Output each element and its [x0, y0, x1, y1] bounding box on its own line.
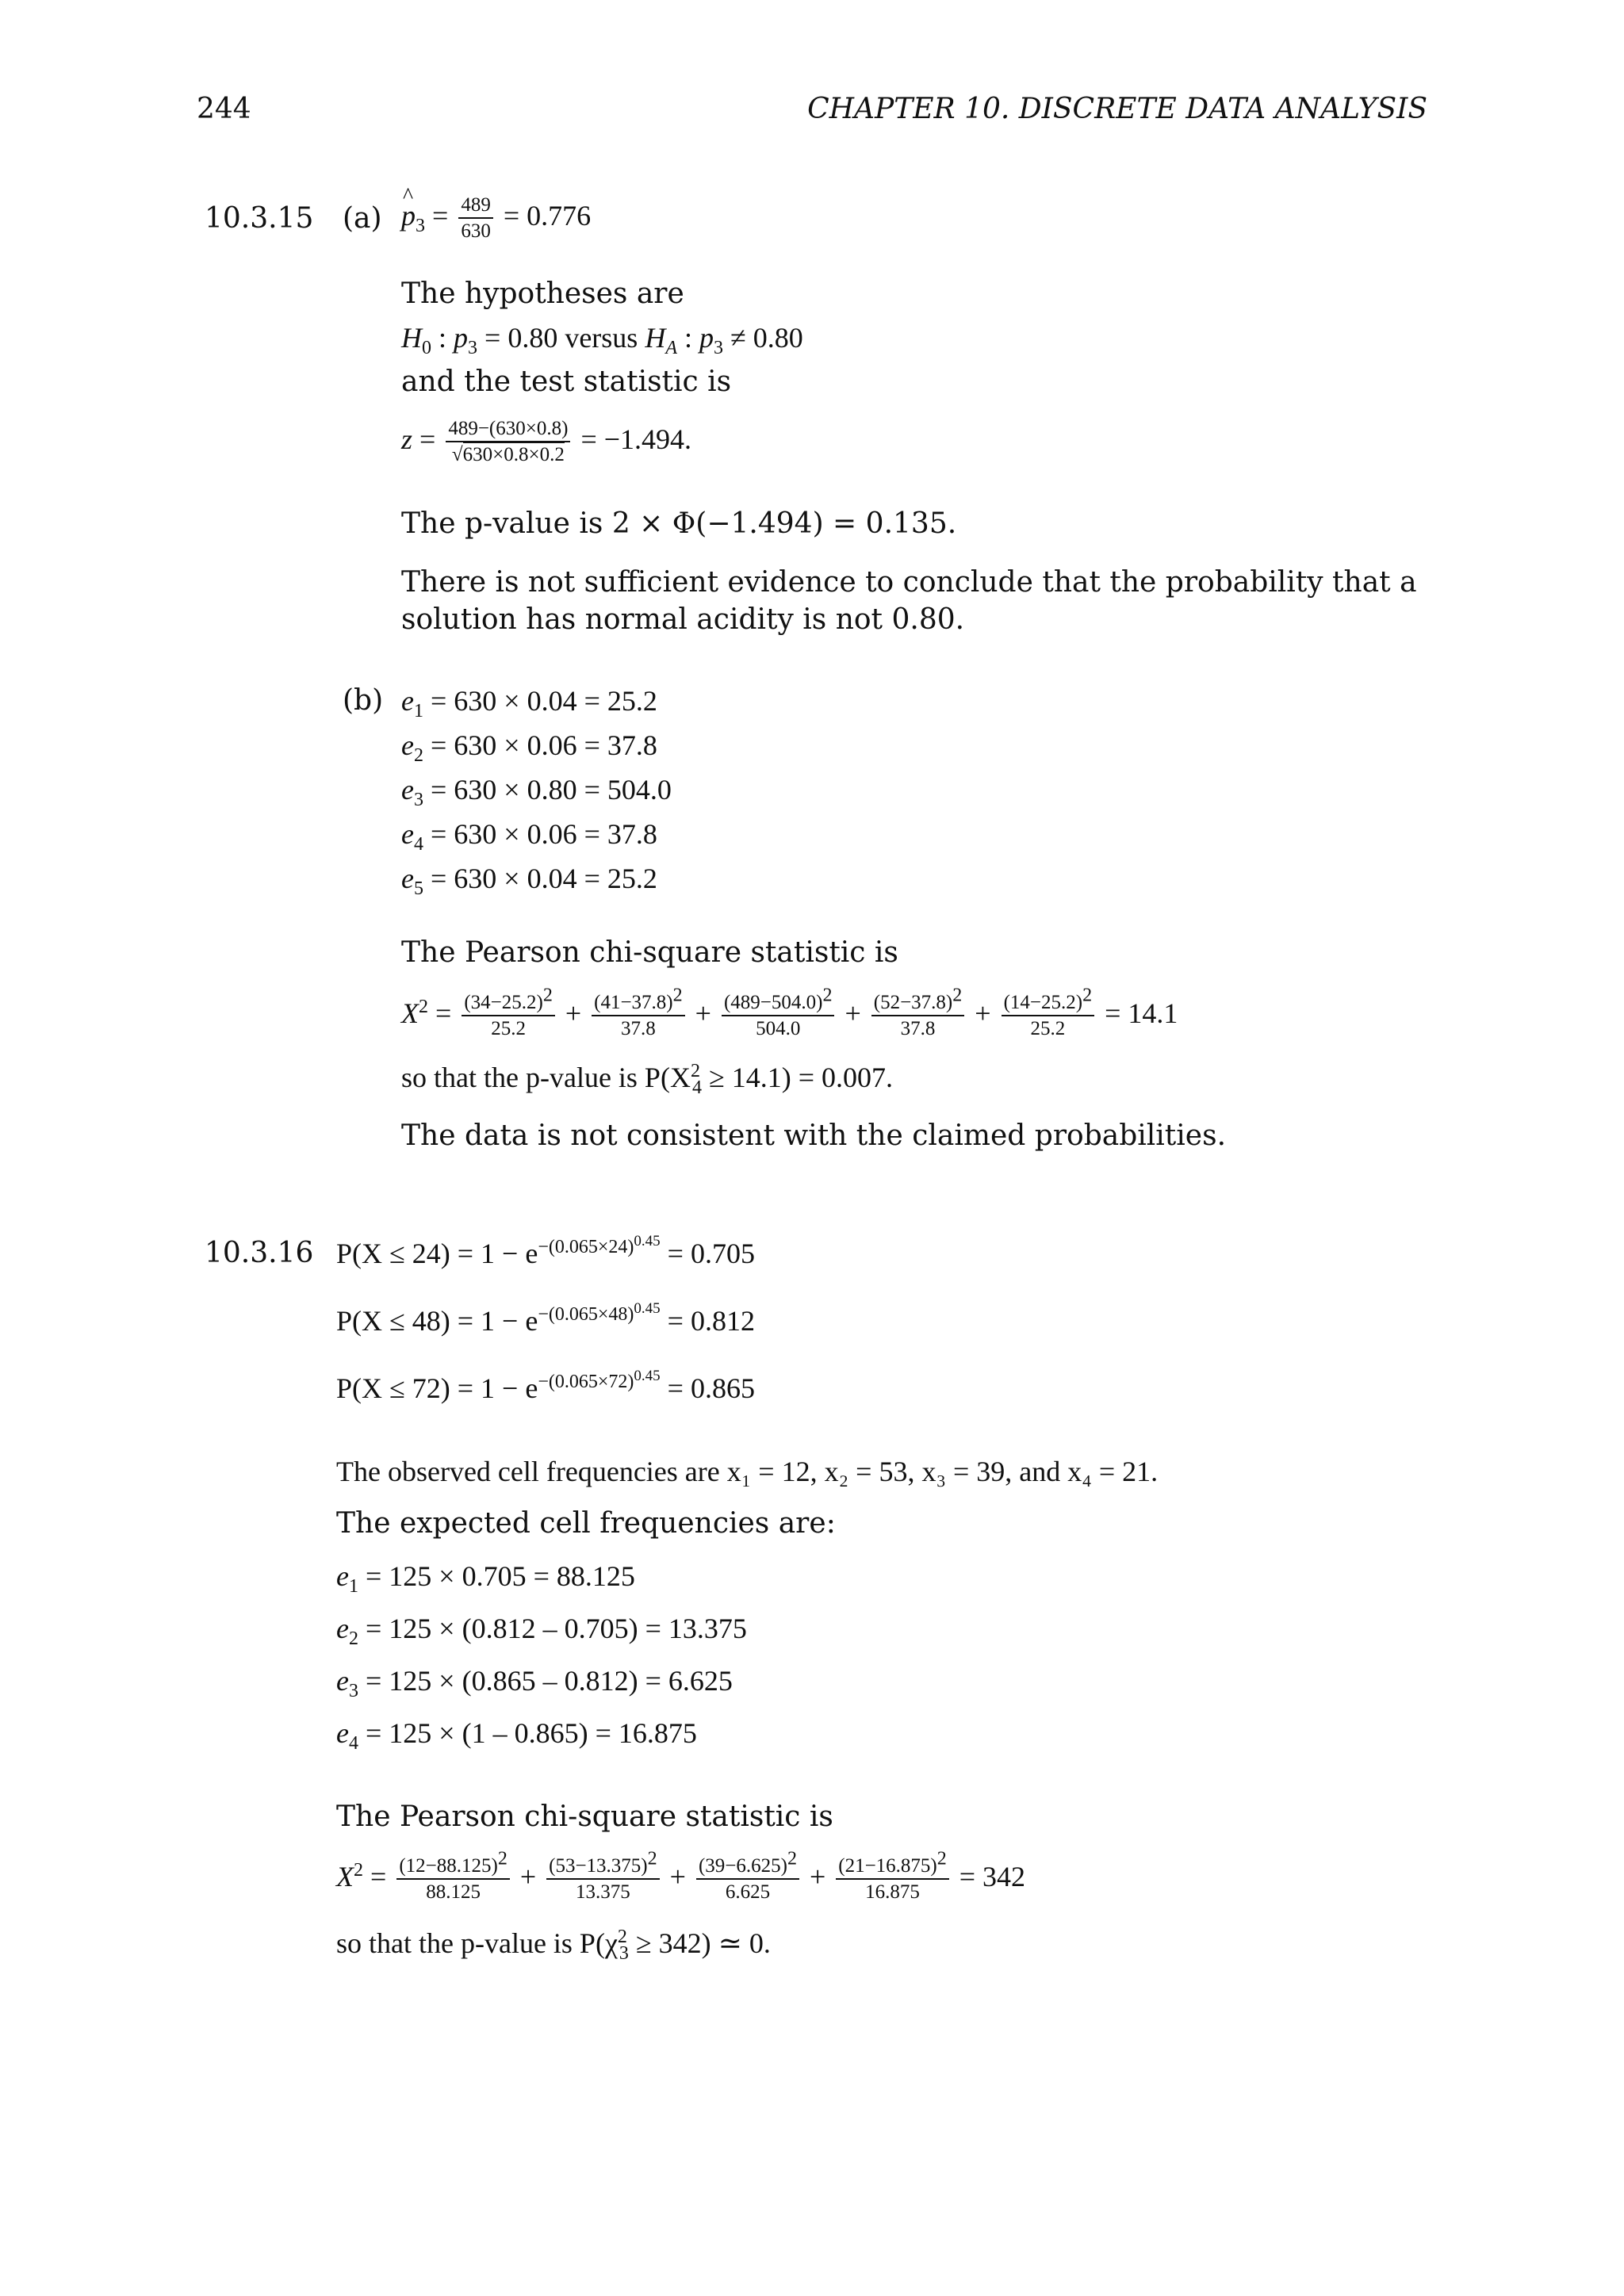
- cdf-line-24: $P(X \le 24) = 1 - e^{-(0.065\times 24)^{0.45}} = 0.705$: [336, 1233, 755, 1269]
- expected16-e2: $e_2 = 125 \times (0.812 - 0.705) = 13.375$: [336, 1613, 747, 1650]
- hypotheses-line: $H_0$ : $p_3 = 0.80$ versus $H_A$ : $p_3 \ne 0.80$: [401, 322, 803, 359]
- chi-square-b: $X^2$ = $\frac{(34-25.2)^2}{25.2}$ + $\frac{(41-37.8)^2}{37.8}$ + $\frac{(489-504.0)^2}{504.0}$ + $\frac{(52-37.8)^2}{37.8}$ + $\frac{(14-25.2)^2}{25.2}$ = 14.1: [401, 985, 1178, 1040]
- p-value-a: The p-value is 2 × Φ(−1.494) = 0.135.: [401, 507, 957, 540]
- chi-square-16: $X^2$ = $\frac{(12-88.125)^2}{88.125}$ + $\frac{(53-13.375)^2}{13.375}$ + $\frac{(39-6.625)^2}{6.625}$ + $\frac{(21-16.875)^2}{16.875}$ = 342: [336, 1848, 1026, 1904]
- z-result: = −1.494.: [580, 423, 692, 456]
- expected16-e1: $e_1 = 125 \times 0.705 = 88.125$: [336, 1560, 635, 1598]
- phat-equation: ^ $p_3$ = $\frac{489}{630}$ = 0.776: [401, 195, 591, 243]
- z-denominator: 630×0.8×0.2: [463, 442, 565, 465]
- expected-e1: $e_1 = 630 \times 0.04 = 25.2$: [401, 685, 657, 722]
- conclusion-b: The data is not consistent with the claimed probabilities.: [401, 1119, 1227, 1152]
- test-statistic-intro: and the test statistic is: [401, 365, 732, 398]
- observed-frequencies: The observed cell frequencies are x₁ = 12, x₂ = 53, x₃ = 39, and x₄ = 21.: [336, 1456, 1159, 1487]
- phat-result: = 0.776: [503, 200, 592, 232]
- chi-square-16-result: = 342: [959, 1861, 1026, 1893]
- expected-e3: $e_3 = 630 \times 0.80 = 504.0$: [401, 774, 672, 811]
- h0-value: = 0.80 versus: [485, 322, 638, 354]
- pearson-intro-b: The Pearson chi-square statistic is: [401, 936, 898, 969]
- z-statistic: z = $\frac{489-(630\times 0.8)}{√630\times 0.8\times 0.2}$ = −1.494.: [401, 418, 692, 466]
- cdf-line-72: $P(X \le 72) = 1 - e^{-(0.065\times 72)^{0.45}} = 0.865$: [336, 1368, 755, 1404]
- phat-denominator: 630: [461, 220, 491, 243]
- part-a-label: (a): [343, 202, 382, 235]
- hypotheses-intro: The hypotheses are: [401, 277, 684, 310]
- page-number: 244: [197, 93, 251, 125]
- p-value-b: so that the p-value is $P(X^2_4 \ge 14.1) = 0.007$.: [401, 1061, 894, 1099]
- z-numerator: 489−(630×0.8): [446, 419, 570, 442]
- pearson-intro-16: The Pearson chi-square statistic is: [336, 1800, 833, 1833]
- cdf-line-48: $P(X \le 48) = 1 - e^{-(0.065\times 48)^{0.45}} = 0.812$: [336, 1300, 755, 1337]
- conclusion-a: There is not sufficient evidence to conclude that the probability that a solution has normal acidity is not 0.80.: [401, 566, 1417, 636]
- phat-numerator: 489: [458, 195, 493, 219]
- running-title: CHAPTER 10. DISCRETE DATA ANALYSIS: [807, 93, 1427, 125]
- expected-e5: $e_5 = 630 \times 0.04 = 25.2$: [401, 863, 657, 900]
- p-value-16: so that the p-value is $P(\chi^2_3 \ge 342)$ ≃ 0.: [336, 1927, 771, 1965]
- expected-e4: $e_4 = 630 \times 0.06 = 37.8$: [401, 818, 657, 855]
- ha-value: ≠ 0.80: [730, 322, 803, 354]
- expected-e2: $e_2 = 630 \times 0.06 = 37.8$: [401, 729, 657, 767]
- chi-square-b-result: = 14.1: [1105, 997, 1178, 1030]
- problem-number-15: 10.3.15: [205, 202, 314, 235]
- expected-intro: The expected cell frequencies are:: [336, 1507, 836, 1540]
- expected16-e4: $e_4 = 125 \times (1 - 0.865) = 16.875$: [336, 1717, 697, 1755]
- expected16-e3: $e_3 = 125 \times (0.865 - 0.812) = 6.625$: [336, 1665, 733, 1702]
- part-b-label: (b): [343, 684, 384, 717]
- problem-number-16: 10.3.16: [205, 1237, 314, 1269]
